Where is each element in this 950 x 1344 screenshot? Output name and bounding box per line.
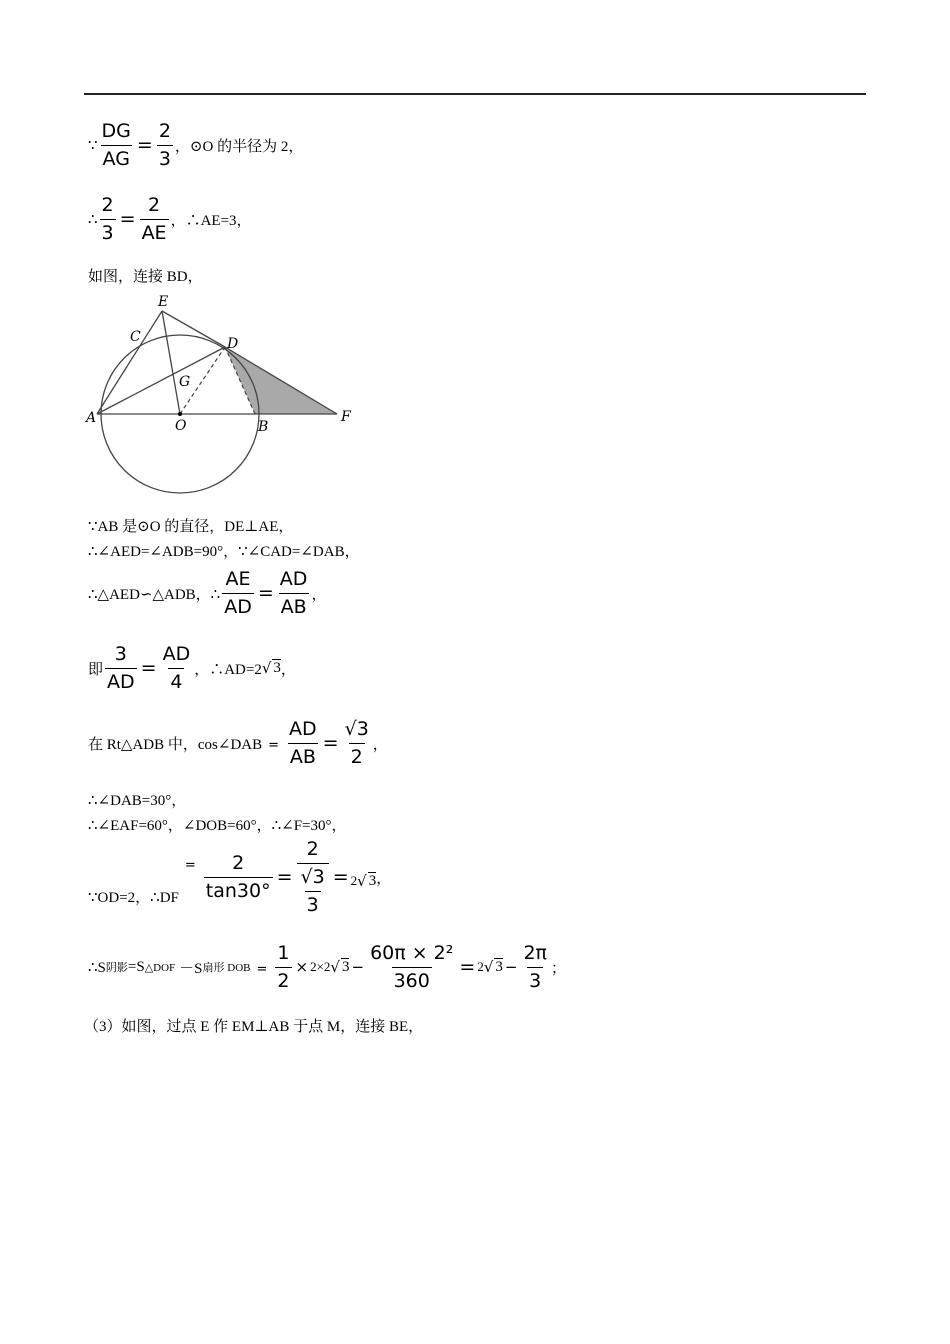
label-d: D [227, 336, 239, 352]
fraction-ae-ad: $\frac{AE}{AD}$ [224, 568, 252, 618]
fraction-ad-ab: $\frac{AD}{AB}$ [289, 718, 317, 768]
fraction-2pi-3: $\frac{2\pi}{3}$ [523, 942, 547, 992]
line-connect-bd: 如图，连接 BD， [88, 269, 203, 285]
line-ae: ∴ $\frac{2}{3}$ = $\frac{2}{AE}$ ，∴AE=3， [88, 194, 252, 244]
line-angles: ∴∠AED=∠ADB=90°，∵∠CAD=∠DAB， [88, 544, 360, 560]
fraction-1-2: $\frac{1}{2}$ [277, 942, 290, 992]
because-symbol: ∵ [88, 137, 98, 154]
label-a: A [86, 410, 97, 426]
line-ae [97, 311, 162, 414]
radical-sign: √ [261, 659, 272, 678]
line-eaf: ∴∠EAF=60°，∠DOB=60°，∴∠F=30°， [88, 818, 347, 834]
line-similar: ∴△AED∽△ADB，∴ $\frac{AE}{AD}$ = $\frac{AD}{AB}$ ， [88, 568, 327, 618]
fraction-ad-4: $\frac{AD}{4}$ [162, 643, 191, 693]
label-c: C [130, 329, 141, 345]
line-df: ∵OD=2，∴DF = $\frac{2}{\tan 30^\circ}$ = $\frac{2}{\frac{√3}{3}}$ = 2 √ 3 ， [88, 838, 392, 916]
line-dab: ∴∠DAB=30°， [88, 793, 187, 809]
fraction-2-over-root3-3: $\frac{2}{\frac{√3}{3}}$ [297, 838, 329, 916]
geometry-figure [82, 292, 362, 502]
fraction-sector: $\frac{\text{60π × 2²}}{360}$ [370, 942, 454, 992]
line-eo [162, 311, 180, 414]
line-part-3: （3）如图，过点 E 作 EM⊥AB 于点 M，连接 BE， [84, 1019, 424, 1035]
fraction-2-3: $\frac{2}{3}$ [101, 194, 114, 244]
fraction-2-tan30: $\frac{2}{\tan 30^\circ}$ [205, 851, 271, 902]
line-dg-ag: ∵ $\frac{DG}{AG}$ = $\frac{2}{3}$ ，⊙O 的半径为 2， [88, 120, 304, 170]
line-ad [97, 347, 225, 414]
fraction-dg-ag: $\frac{DG}{AG}$ [101, 120, 131, 170]
fraction-2-3: $\frac{2}{3}$ [158, 120, 171, 170]
line-cos: 在 Rt△ADB 中，cos∠DAB = $\frac{AD}{AB}$ = $\frac{√3}{2}$ ， [88, 718, 388, 768]
line-diameter: ∵AB 是⊙O 的直径，DE⊥AE， [88, 519, 294, 535]
fraction-ad-ab: $\frac{AD}{AB}$ [279, 568, 308, 618]
fraction-root3-2: $\frac{√3}{2}$ [344, 718, 369, 768]
line-area: ∴S 阴影 =S △DOF －S 扇形 DOB = $\frac{1}{2}$ × 2×2 √ 3 − $\frac{\text{60π × 2²}}{360}$ = 2 √ 3 − $\frac{2\pi}{3}$ ； [88, 942, 566, 992]
label-e: E [158, 294, 169, 310]
line-ed [162, 311, 225, 347]
label-b: B [258, 419, 269, 435]
fraction-3-ad: $\frac{3}{AD}$ [107, 643, 135, 693]
label-f: F [341, 409, 351, 425]
line-ad-value: 即 $\frac{3}{AD}$ = $\frac{AD}{4}$ ，∴AD=2 √ 3 ， [88, 643, 296, 693]
header-rule [84, 93, 866, 95]
label-g: G [179, 374, 191, 390]
fraction-2-ae: $\frac{2}{AE}$ [141, 194, 167, 244]
label-o: O [175, 418, 187, 434]
center-point [178, 412, 182, 416]
